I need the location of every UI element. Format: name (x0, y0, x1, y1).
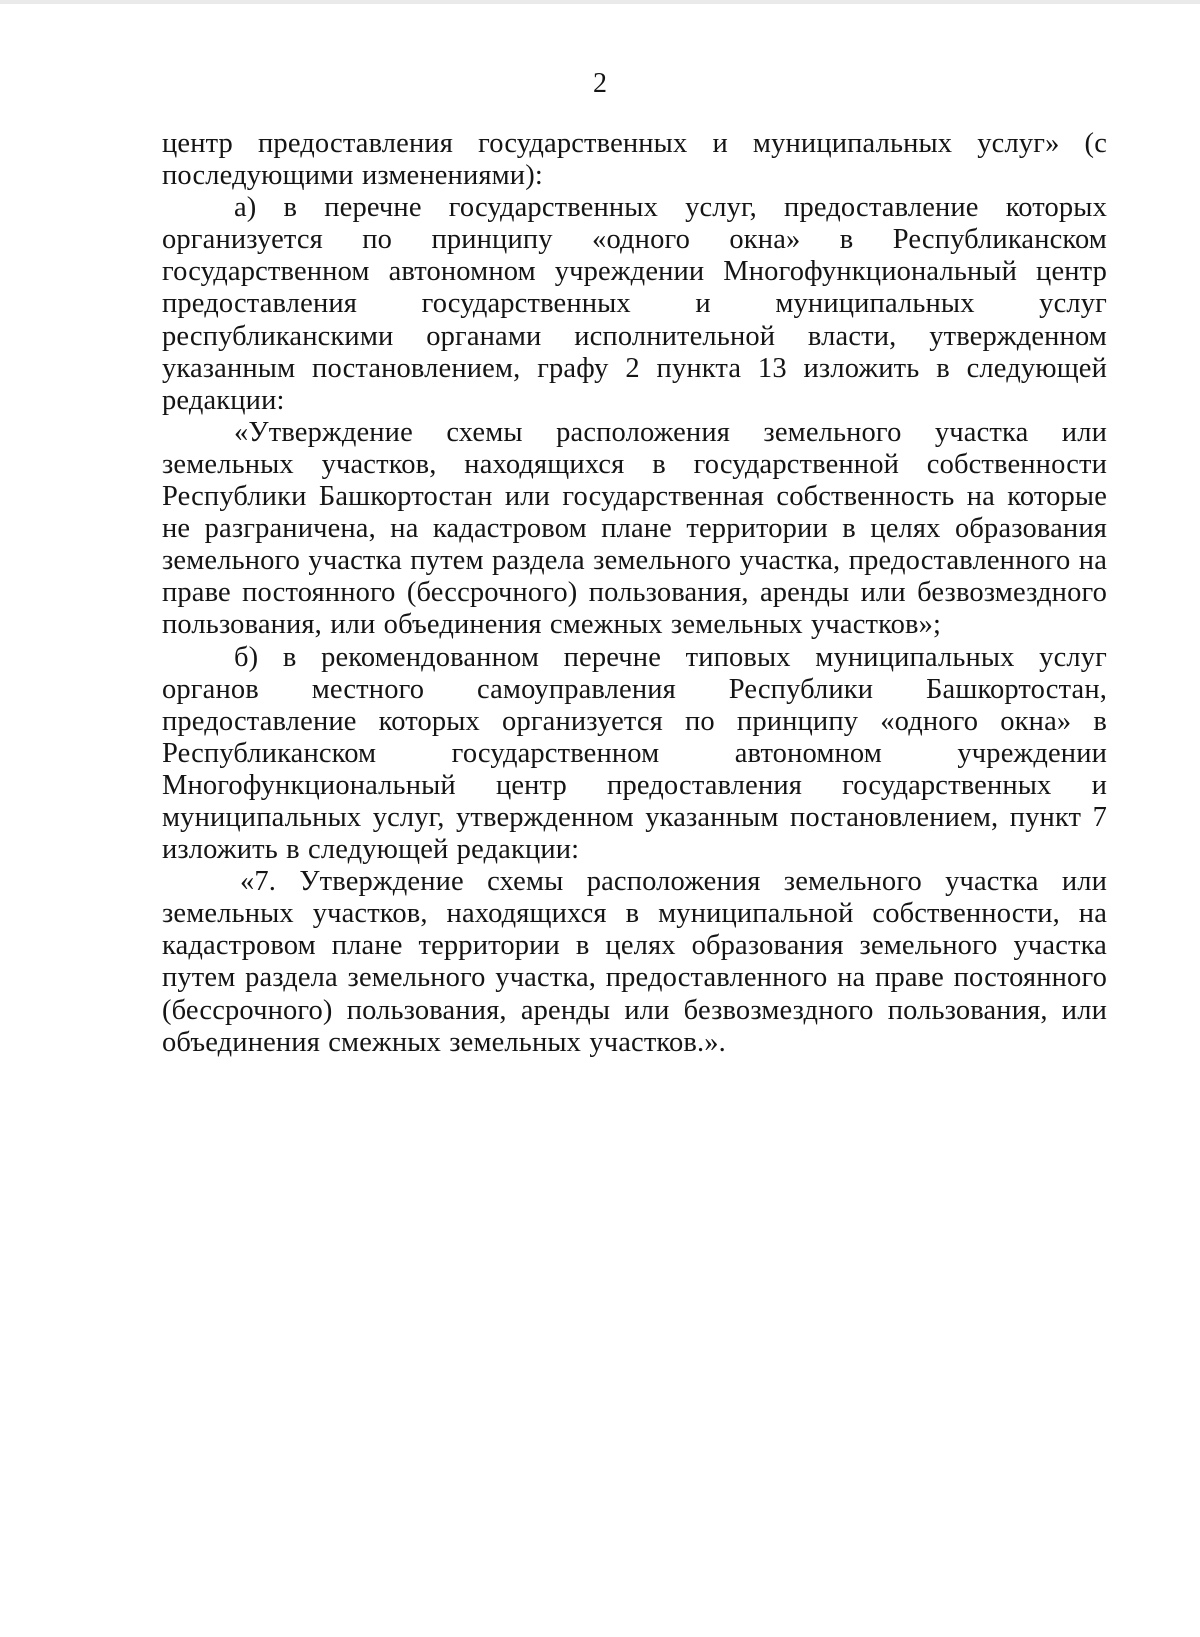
page-number: 2 (593, 68, 607, 99)
paragraph-continuation: центр предоставления государственных и муниципальных услуг» (с последующими изменениями): (162, 128, 1107, 192)
paragraph-item-b: б) в рекомендованном перечне типовых муниципальных услуг органов местного самоуправления Республики Башкортостан, предоставление которых организуется по принципу «одного окна» в Республиканском государственном автономном учреждении Многофункциональный центр предоставления государственных и муниципальных услуг, утвержденном указанным постановлением, пункт 7 изложить в следующей редакции: (162, 641, 1107, 866)
paragraph-quote-a: «Утверждение схемы расположения земельного участка или земельных участков, находящихся в государственной собственности Республики Башкортостан или государственная собственность на которые не разграничена, на кадастровом плане территории в целях образования земельного участка путем раздела земельного участка, предоставленного на праве постоянного (бессрочного) пользования, аренды или безвозмездного пользования, или объединения смежных земельных участков»; (162, 416, 1107, 641)
paragraph-item-a: а) в перечне государственных услуг, предоставление которых организуется по принципу «одного окна» в Республиканском государственном автономном учреждении Многофункциональный центр предоставления государственных и муниципальных услуг республиканскими органами исполнительной власти, утвержденном указанным постановлением, графу 2 пункта 13 изложить в следующей редакции: (162, 192, 1107, 416)
paragraph-quote-b: «7. Утверждение схемы расположения земельного участка или земельных участков, находящихся в муниципальной собственности, на кадастровом плане территории в целях образования земельного участка путем раздела земельного участка, предоставленного на праве постоянного (бессрочного) пользования, аренды или безвозмездного пользования, или объединения смежных земельных участков.». (162, 866, 1107, 1058)
document-body (162, 128, 1107, 1059)
scan-edge (0, 0, 1200, 4)
